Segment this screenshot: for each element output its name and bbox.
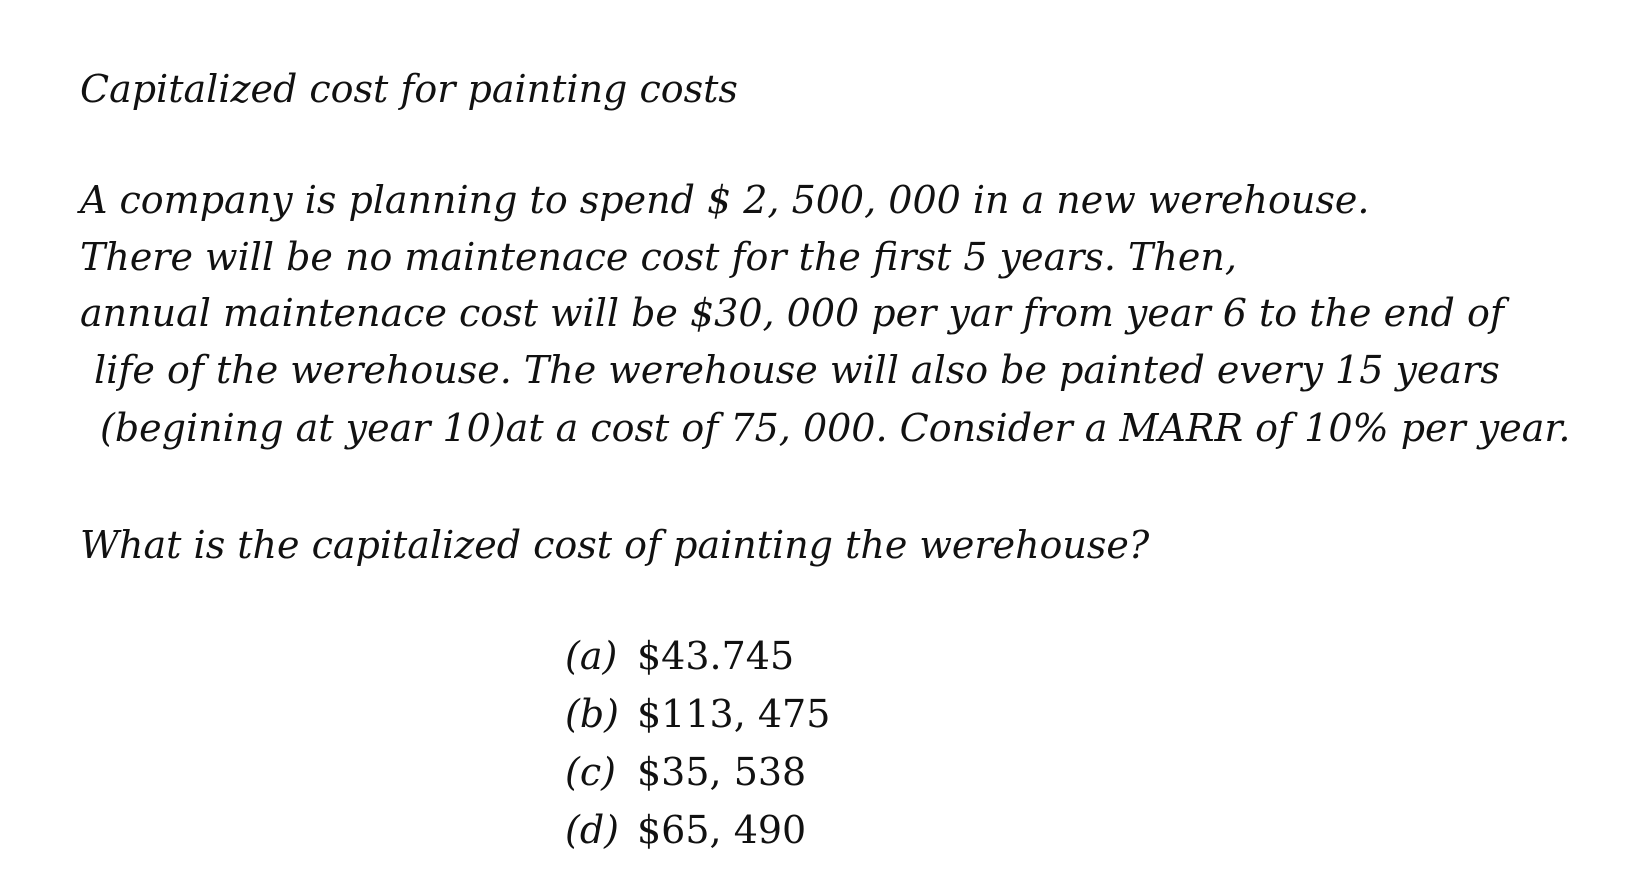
choice-letter: (a) [565, 634, 618, 678]
problem-title: Capitalized cost for painting costs [80, 67, 738, 111]
problem-line-1: A company is planning to spend $ 2, 500, 000 in a new werehouse. [80, 178, 1370, 222]
question-text: What is the capitalized cost of painting the werehouse? [80, 523, 1150, 567]
choice-value: $43.745 [637, 634, 795, 678]
choice-d [565, 807, 830, 865]
choice-value: $113, 475 [637, 692, 831, 736]
choice-value: $65, 490 [637, 808, 807, 852]
problem-line-5: (begining at year 10)at a cost of 75, 000. Consider a MARR of 10% per year. [100, 406, 1571, 450]
problem-line-4: life of the werehouse. The werehouse will also be painted every 15 years [94, 348, 1500, 392]
choice-letter: (c) [565, 750, 616, 794]
choice-letter: (d) [565, 808, 619, 852]
problem-line-3: annual maintenace cost will be $30, 000 per yar from year 6 to the end of [80, 291, 1504, 335]
choice-c [565, 749, 830, 807]
choice-letter: (b) [565, 692, 619, 736]
choice-a [565, 633, 830, 691]
problem-line-2: There will be no maintenace cost for the first 5 years. Then, [80, 235, 1237, 279]
answer-choices [565, 633, 830, 865]
choice-value: $35, 538 [637, 750, 807, 794]
choice-b [565, 691, 830, 749]
